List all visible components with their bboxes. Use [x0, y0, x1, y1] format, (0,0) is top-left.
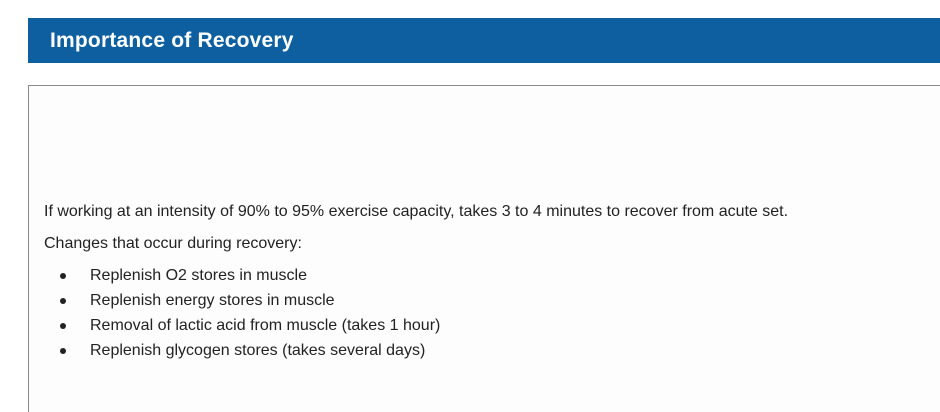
title-bar: [28, 18, 940, 63]
recovery-changes-heading: Changes that occur during recovery:: [44, 235, 302, 252]
list-item: [60, 266, 930, 286]
body-text: [44, 202, 930, 366]
content-panel: [28, 85, 940, 412]
bullet-icon: [60, 273, 66, 279]
list-item: [60, 316, 930, 336]
bullet-icon: [60, 298, 66, 304]
list-item-text: Replenish glycogen stores (takes several days): [90, 342, 426, 359]
bullet-icon: [60, 323, 66, 329]
recovery-changes-list: [44, 266, 930, 361]
slide-title: Importance of Recovery: [50, 28, 294, 52]
list-item-text: Replenish O2 stores in muscle: [90, 267, 307, 284]
intensity-paragraph: If working at an intensity of 90% to 95% exercise capacity, takes 3 to 4 minutes to recover from acute set.: [44, 203, 789, 220]
list-item: [60, 291, 930, 311]
list-item-text: Replenish energy stores in muscle: [90, 292, 335, 309]
list-item-text: Removal of lactic acid from muscle (takes 1 hour): [90, 317, 441, 334]
bullet-icon: [60, 348, 66, 354]
list-item: [60, 341, 930, 361]
